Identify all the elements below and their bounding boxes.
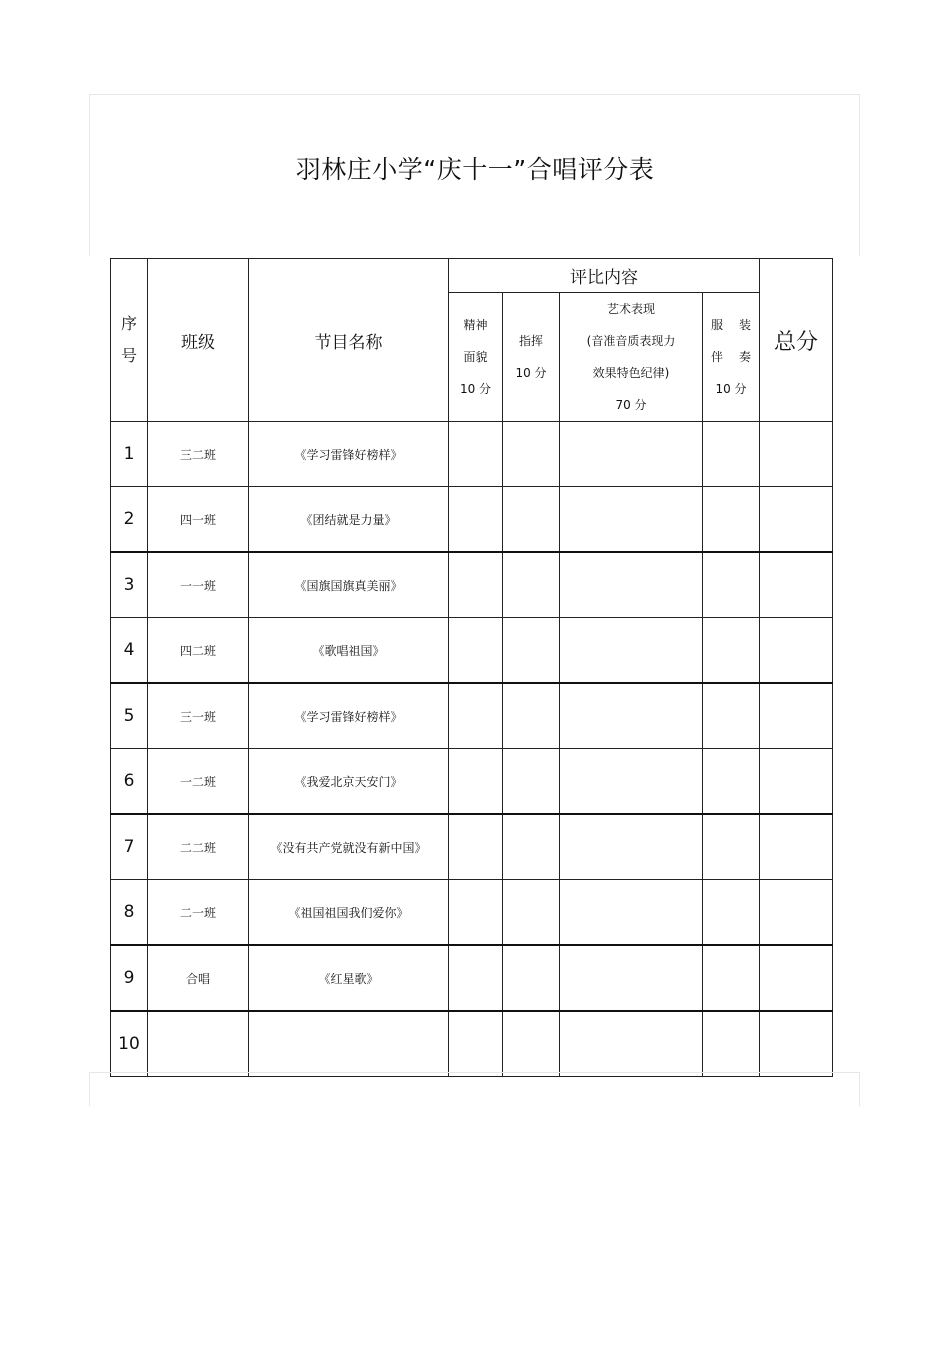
table-row <box>111 422 833 487</box>
score-cell[interactable] <box>503 945 560 1011</box>
row-program: 《祖国祖国我们爱你》 <box>249 880 449 946</box>
row-seq: 4 <box>111 618 148 684</box>
row-program <box>249 1011 449 1077</box>
row-class: 二一班 <box>148 880 249 946</box>
score-cell[interactable] <box>703 945 760 1011</box>
score-cell[interactable] <box>560 814 703 880</box>
score-cell[interactable] <box>449 945 503 1011</box>
score-cell[interactable] <box>449 422 503 487</box>
header-costume: 服 装 伴 奏 10 分 <box>703 293 760 422</box>
total-cell[interactable] <box>760 945 833 1011</box>
score-cell[interactable] <box>503 618 560 684</box>
score-cell[interactable] <box>449 749 503 815</box>
score-cell[interactable] <box>560 487 703 553</box>
row-seq: 6 <box>111 749 148 815</box>
score-cell[interactable] <box>560 552 703 618</box>
score-cell[interactable] <box>449 487 503 553</box>
total-cell[interactable] <box>760 618 833 684</box>
score-cell[interactable] <box>560 1011 703 1077</box>
total-cell[interactable] <box>760 814 833 880</box>
score-cell[interactable] <box>560 683 703 749</box>
score-cell[interactable] <box>703 552 760 618</box>
header-program: 节目名称 <box>249 259 449 422</box>
total-cell[interactable] <box>760 422 833 487</box>
score-cell[interactable] <box>503 422 560 487</box>
row-class <box>148 1011 249 1077</box>
header-art: 艺术表现 (音准音质表现力 效果特色纪律) 70 分 <box>560 293 703 422</box>
score-cell[interactable] <box>503 814 560 880</box>
row-class: 一二班 <box>148 749 249 815</box>
row-seq: 9 <box>111 945 148 1011</box>
row-seq: 2 <box>111 487 148 553</box>
header-evaluation: 评比内容 <box>449 259 760 293</box>
score-cell[interactable] <box>449 552 503 618</box>
table-row <box>111 487 833 553</box>
score-cell[interactable] <box>703 618 760 684</box>
row-seq: 5 <box>111 683 148 749</box>
table-row <box>111 814 833 880</box>
score-cell[interactable] <box>449 683 503 749</box>
score-cell[interactable] <box>503 1011 560 1077</box>
score-cell[interactable] <box>449 618 503 684</box>
row-seq: 3 <box>111 552 148 618</box>
row-class: 四二班 <box>148 618 249 684</box>
score-cell[interactable] <box>449 880 503 946</box>
table-row <box>111 945 833 1011</box>
score-cell[interactable] <box>703 749 760 815</box>
row-class: 二二班 <box>148 814 249 880</box>
table-row <box>111 749 833 815</box>
table-row <box>111 1011 833 1077</box>
row-class: 一一班 <box>148 552 249 618</box>
total-cell[interactable] <box>760 487 833 553</box>
total-cell[interactable] <box>760 552 833 618</box>
total-cell[interactable] <box>760 683 833 749</box>
row-program: 《学习雷锋好榜样》 <box>249 422 449 487</box>
score-cell[interactable] <box>703 683 760 749</box>
row-program: 《没有共产党就没有新中国》 <box>249 814 449 880</box>
score-cell[interactable] <box>703 880 760 946</box>
row-seq: 7 <box>111 814 148 880</box>
page-title: 羽林庄小学“庆十一”合唱评分表 <box>295 155 655 184</box>
score-cell[interactable] <box>560 880 703 946</box>
score-cell[interactable] <box>503 880 560 946</box>
score-cell[interactable] <box>703 814 760 880</box>
score-table <box>110 258 833 1077</box>
row-class: 合唱 <box>148 945 249 1011</box>
row-program: 《学习雷锋好榜样》 <box>249 683 449 749</box>
score-cell[interactable] <box>703 487 760 553</box>
table-row <box>111 618 833 684</box>
header-conduct: 指挥 10 分 <box>503 293 560 422</box>
table-row <box>111 552 833 618</box>
row-class: 四一班 <box>148 487 249 553</box>
score-cell[interactable] <box>703 422 760 487</box>
header-class: 班级 <box>148 259 249 422</box>
row-class: 三二班 <box>148 422 249 487</box>
bottom-frame <box>89 1072 860 1106</box>
header-total: 总分 <box>760 259 833 422</box>
row-seq: 10 <box>111 1011 148 1077</box>
score-cell[interactable] <box>560 945 703 1011</box>
total-cell[interactable] <box>760 880 833 946</box>
row-program: 《团结就是力量》 <box>249 487 449 553</box>
row-program: 《歌唱祖国》 <box>249 618 449 684</box>
header-seq: 序 号 <box>111 259 148 422</box>
row-program: 《红星歌》 <box>249 945 449 1011</box>
score-cell[interactable] <box>560 618 703 684</box>
row-seq: 8 <box>111 880 148 946</box>
table-row <box>111 880 833 946</box>
score-cell[interactable] <box>449 814 503 880</box>
score-cell[interactable] <box>703 1011 760 1077</box>
score-cell[interactable] <box>503 552 560 618</box>
score-cell[interactable] <box>449 1011 503 1077</box>
header-spirit: 精神 面貌 10 分 <box>449 293 503 422</box>
row-program: 《我爱北京天安门》 <box>249 749 449 815</box>
row-seq: 1 <box>111 422 148 487</box>
total-cell[interactable] <box>760 1011 833 1077</box>
score-cell[interactable] <box>503 487 560 553</box>
score-cell[interactable] <box>503 683 560 749</box>
table-row <box>111 683 833 749</box>
score-cell[interactable] <box>503 749 560 815</box>
row-program: 《国旗国旗真美丽》 <box>249 552 449 618</box>
row-class: 三一班 <box>148 683 249 749</box>
score-cell[interactable] <box>560 749 703 815</box>
score-cell[interactable] <box>560 422 703 487</box>
total-cell[interactable] <box>760 749 833 815</box>
